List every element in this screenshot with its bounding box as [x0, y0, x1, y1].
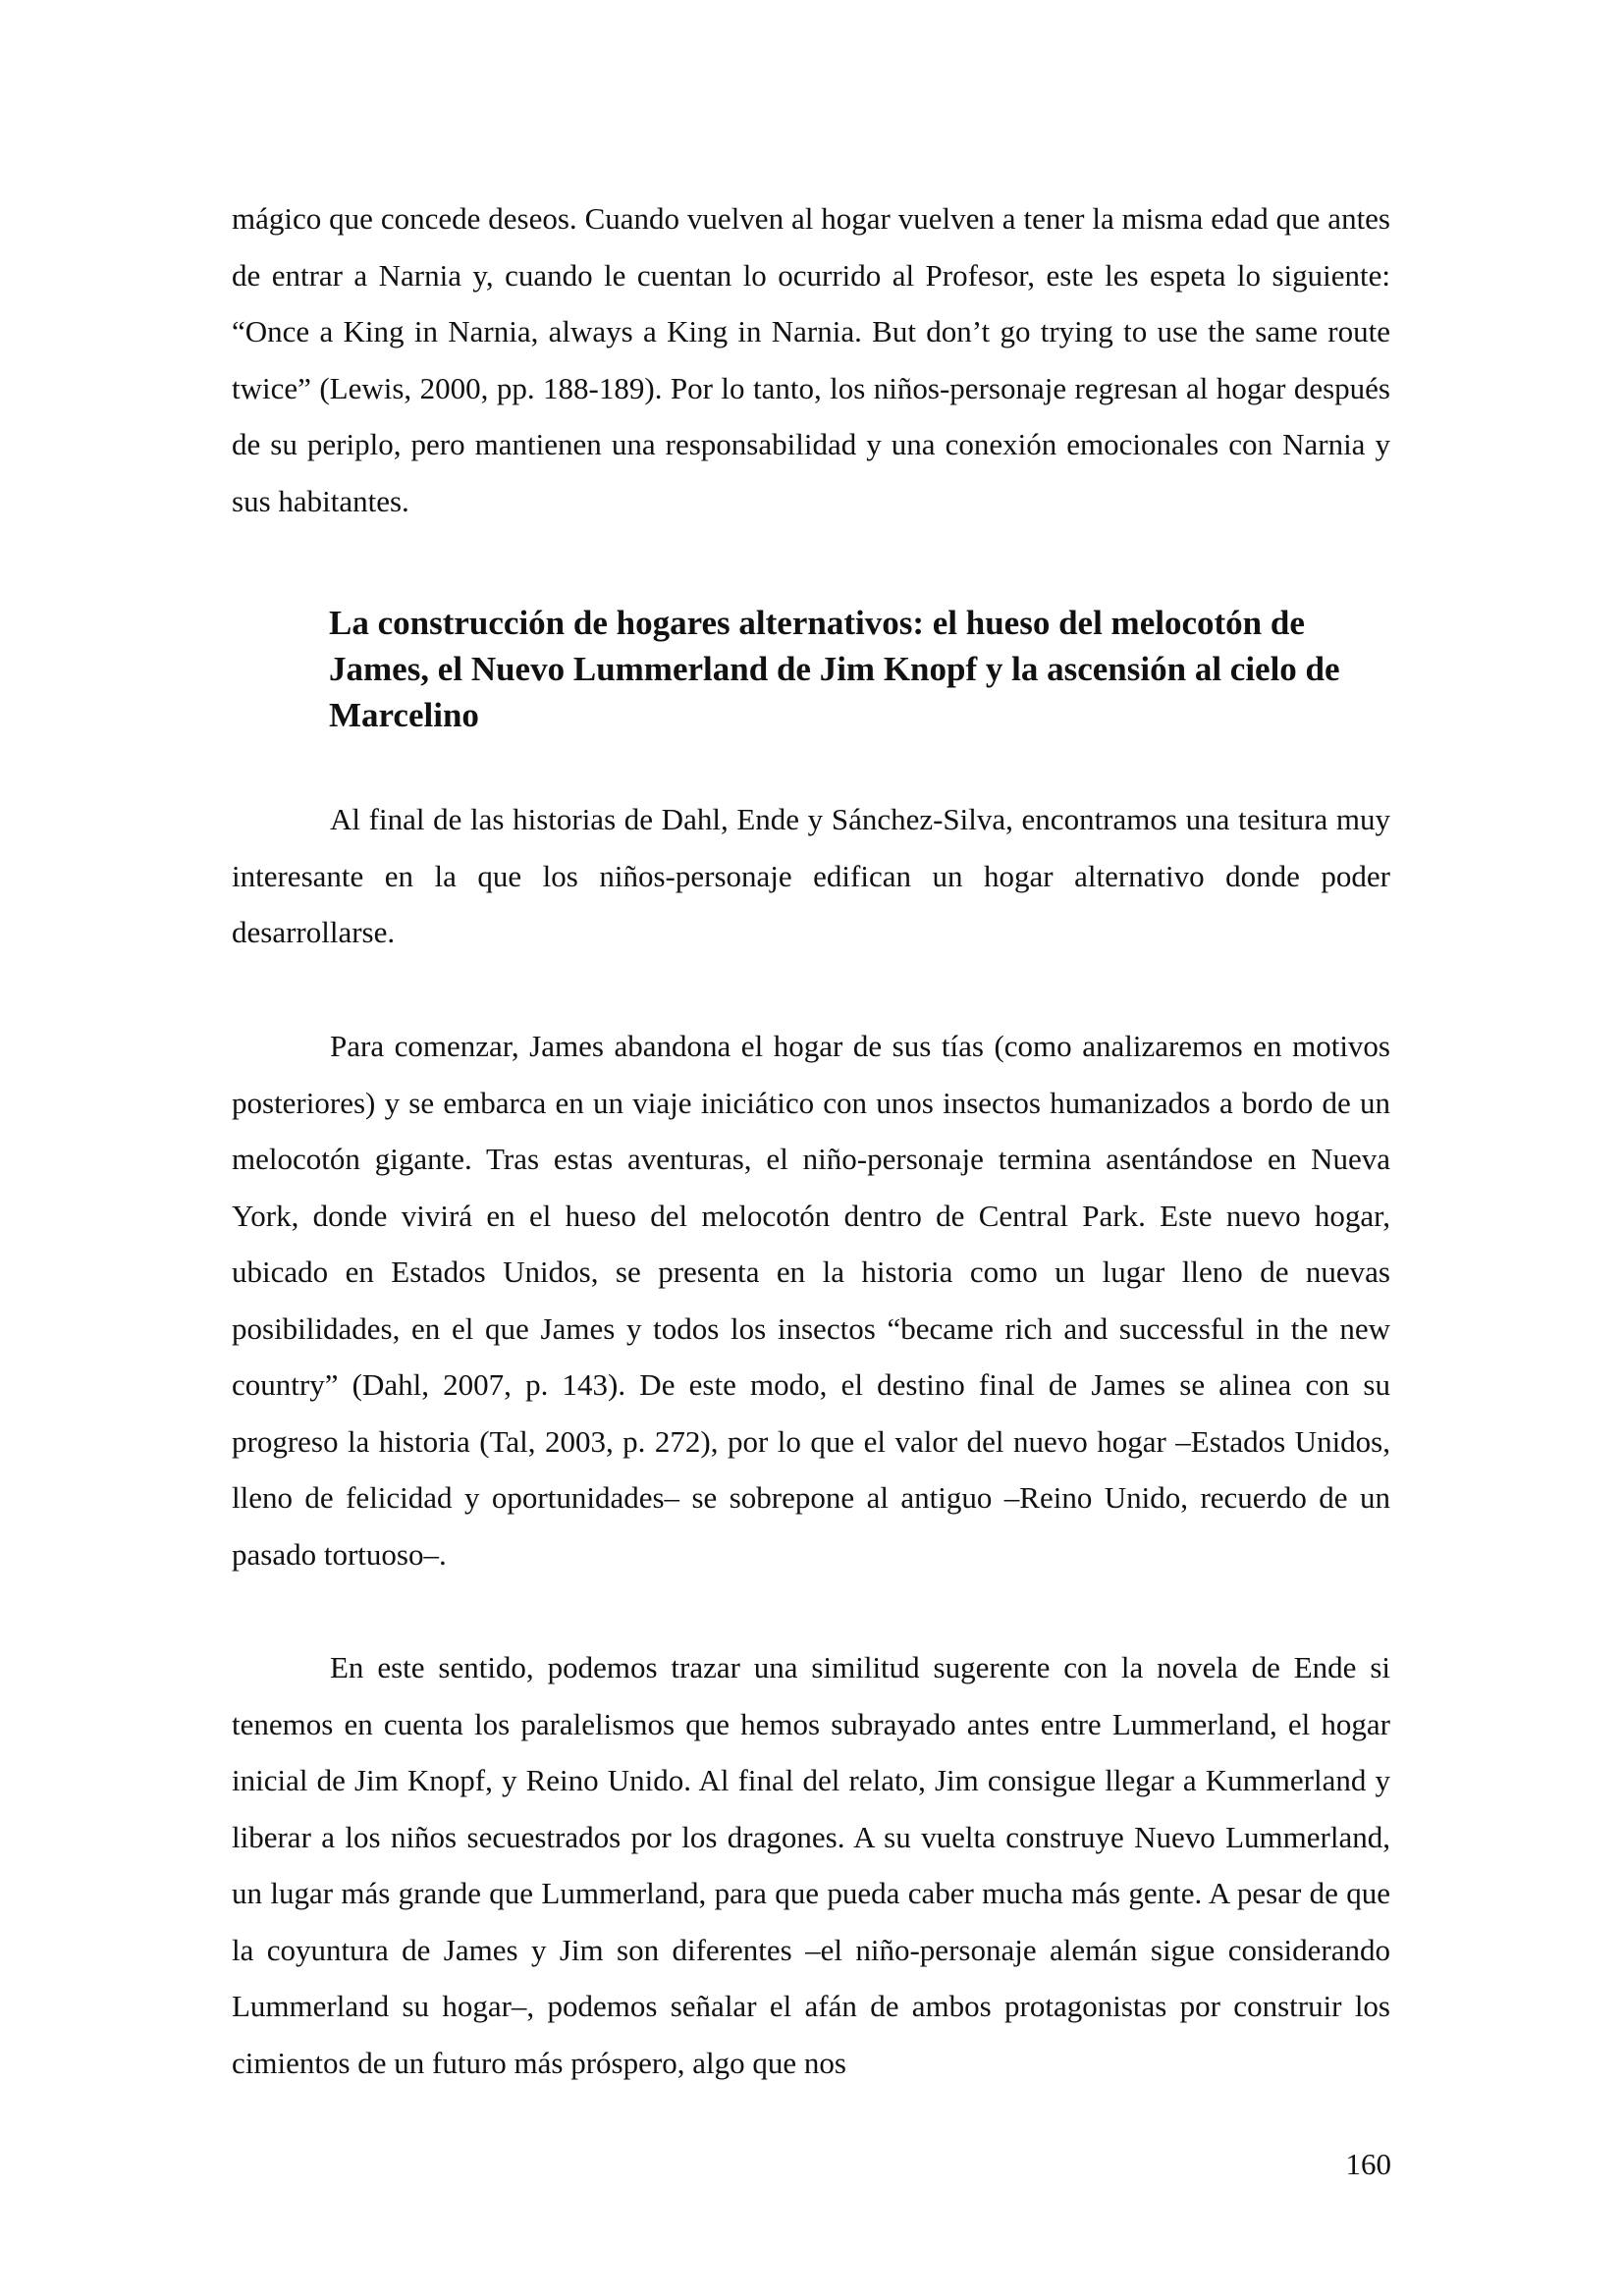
- paragraph-2: Para comenzar, James abandona el hogar de sus tías (como analizaremos en motivos posteriores) y se embarca en un viaje iniciático con unos insectos humanizados a bordo de un melocotón gigante. Tras estas aventuras, el niño-personaje termina asentándose en Nueva York, donde vivirá en el hueso del melocotón dentro de Central Park. Este nuevo hogar, ubicado en Estados Unidos, se presenta en la historia como un lugar lleno de nuevas posibilidades, en el que James y todos los insectos “became rich and successful in the new country” (Dahl, 2007, p. 143). De este modo, el destino final de James se alinea con su progreso la historia (Tal, 2003, p. 272), por lo que el valor del nuevo hogar –Estados Unidos, lleno de felicidad y oportunidades– se sobrepone al antiguo –Reino Unido, recuerdo de un pasado tortuoso–.: [232, 1029, 1390, 1572]
- paragraph-3: En este sentido, podemos trazar una similitud sugerente con la novela de Ende si tenemos en cuenta los paralelismos que hemos subrayado antes entre Lummerland, el hogar inicial de Jim Knopf, y Reino Unido. Al final del relato, Jim consigue llegar a Kummerland y liberar a los niños secuestrados por los dragones. A su vuelta construye Nuevo Lummerland, un lugar más grande que Lummerland, para que pueda caber mucha más gente. A pesar de que la coyuntura de James y Jim son diferentes –el niño-personaje alemán sigue considerando Lummerland su hogar–, podemos señalar el afán de ambos protagonistas por construir los cimientos de un futuro más próspero, algo que nos: [232, 1650, 1390, 2080]
- section-heading: La construcción de hogares alternativos: el hueso del melocotón de James, el Nuevo Lummerland de Jim Knopf y la ascensión al cielo de Marcelino: [329, 604, 1340, 734]
- page-number: 160: [1345, 2147, 1391, 2181]
- paragraph-1: Al final de las historias de Dahl, Ende y Sánchez-Silva, encontramos una tesitura muy interesante en la que los niños-personaje edifican un hogar alternativo donde poder desarrollarse.: [232, 802, 1390, 949]
- paragraph-continuation: mágico que concede deseos. Cuando vuelven al hogar vuelven a tener la misma edad que antes de entrar a Narnia y, cuando le cuentan lo ocurrido al Profesor, este les espeta lo siguiente: “Once a King in Narnia, always a King in Narnia. But don’t go trying to use the same route twice” (Lewis, 2000, pp. 188-189). Por lo tanto, los niños-personaje regresan al hogar después de su periplo, pero mantienen una responsabilidad y una conexión emocionales con Narnia y sus habitantes.: [232, 201, 1390, 518]
